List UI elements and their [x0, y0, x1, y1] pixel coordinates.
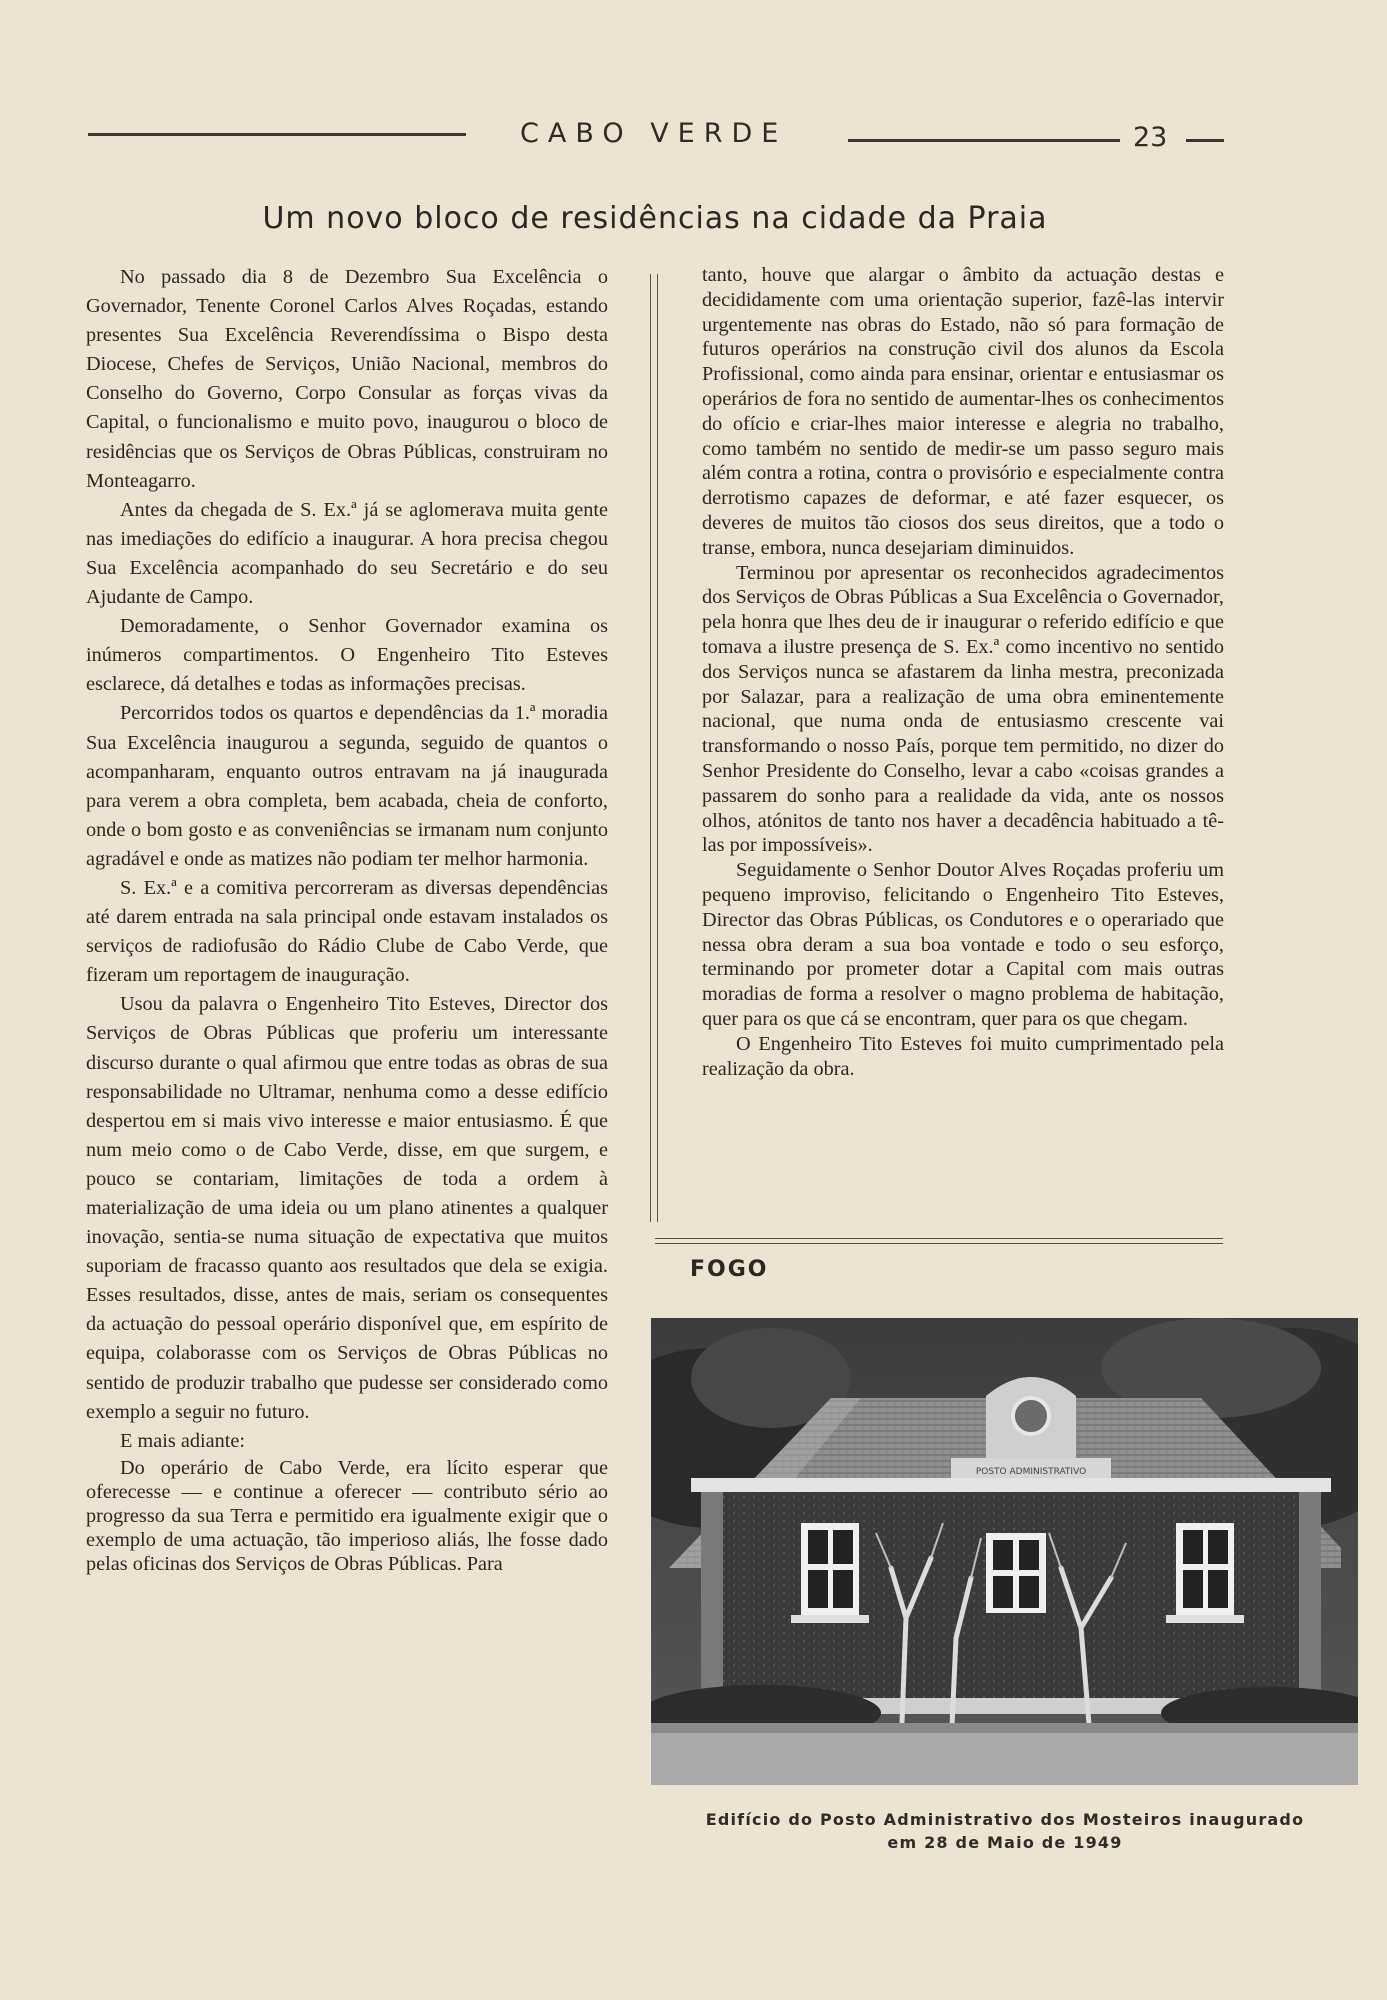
paragraph: E mais adiante: [120, 1429, 246, 1452]
paragraph: Antes da chegada de S. Ex.ª já se aglomerava muita gente nas imediações do edifício a inaugurar. A hora precisa chegou Sua Excelência acompanhado do seu Secretário e do seu Ajudante de Campo. [86, 498, 608, 609]
photo-caption [655, 1808, 1355, 1854]
paragraph: Demoradamente, o Senhor Governador examina os inúmeros compartimentos. O Engenheiro Tito Esteves esclarece, dá detalhes e todas as informações precisas. [86, 615, 608, 696]
header-rule-left [88, 133, 466, 136]
article-title: Um novo bloco de residências na cidade da Praia [262, 201, 1048, 236]
paragraph: tanto, houve que alargar o âmbito da actuação destas e decididamente com uma orientação superior, fazê-las intervir urgentemente nas obras do Estado, não só para formação de futuros operários na construção civil dos alunos da Escola Profissional, como ainda para ensinar, orientar e entusiasmar os operários de fora no sentido de aumentar-lhes os conhecimentos do ofício e criar-lhes maior interesse e alegria no trabalho, como também no sentido de medir-se um passo seguro mais além contra a rotina, contra o provisório e especialmente contra derrotismo capazes de deformar, e até fazer esquecer, os deveres de muitos tão ciosos dos seus direitos, que a todo o transe, embora, nunca desejariam diminuidos. [702, 264, 1224, 559]
paragraph: Seguidamente o Senhor Doutor Alves Roçadas proferiu um pequeno improviso, felicitando o Engenheiro Tito Esteves, Director das Obras Públicas, os Condutores e o operariado que nessa obra deram a sua boa vontade e todo o seu esforço, terminando por prometer dotar a Capital com mais outras moradias de forma a resolver o magno problema de habitação, quer para os que cá se encontram, quer para os que chegam. [702, 859, 1224, 1030]
section-heading: FOGO [690, 1257, 769, 1282]
paragraph: No passado dia 8 de Dezembro Sua Excelência o Governador, Tenente Coronel Carlos Alves Roçadas, estando presentes Sua Excelência Reverendíssima o Bispo desta Diocese, Chefes de Serviços, União Nacional, membros do Conselho do Governo, Corpo Consular as forças vivas da Capital, o funcionalismo e muito povo, inaugurou o bloco de residências que os Serviços de Obras Públicas, construiram no Monteagarro. [86, 266, 608, 492]
paragraph: Percorridos todos os quartos e dependências da 1.ª moradia Sua Excelência inaugurou a segunda, seguido de quantos o acompanharam, enquanto outros entravam na já inaugurada para verem a obra completa, bem acabada, cheia de conforto, onde o bom gosto e as conveniências se irmanam num conjunto agradável e onde as matizes não podiam ter melhor harmonia. [86, 702, 608, 870]
paragraph: Do operário de Cabo Verde, era lícito esperar que oferecesse — e continue a oferecer — contributo sério ao progresso da sua Terra e permitido era igualmente exigir que o exemplo de uma actuação, tão imperioso aliás, lhe fosse dado pelas oficinas dos Serviços de Obras Públicas. Para [86, 1456, 608, 1575]
article-column-left [86, 263, 608, 1576]
column-divider [650, 274, 658, 1222]
photo-sign-text: POSTO ADMINISTRATIVO [975, 1467, 1087, 1477]
section-divider [655, 1238, 1223, 1244]
paragraph: Terminou por apresentar os reconhecidos agradecimentos dos Serviços de Obras Públicas a Sua Excelência o Governador, pela honra que lhes deu de ir inaugurar o referido edifício e que tomava a ilustre presença de S. Ex.ª como incentivo no sentido dos Serviços nunca se afastarem da linha mestra, preconizada por Salazar, para a realização de uma obra eminentemente nacional, que numa onda de entusiasmo crescente vai transformando o nosso País, porque tem permitido, no dizer do Senhor Presidente do Conselho, levar a cabo «coisas grandes a passarem do sonho para a realidade da vida, ante os nossos olhos, atónitos de tanto nos haver a decadência habituado a tê-las por impossíveis». [702, 561, 1224, 857]
header-rule-right [848, 139, 1120, 142]
article-column-right [702, 263, 1224, 1081]
header-rule-tail [1186, 139, 1224, 142]
running-title: CABO VERDE [520, 118, 788, 149]
paragraph: S. Ex.ª e a comitiva percorreram as diversas dependências até darem entrada na sala principal onde estavam instalados os serviços de radiofusão do Rádio Clube de Cabo Verde, que fizeram um reportagem de inauguração. [86, 876, 608, 987]
paragraph: O Engenheiro Tito Esteves foi muito cumprimentado pela realização da obra. [702, 1032, 1224, 1080]
caption-line: Edifício do Posto Administrativo dos Mosteiros inaugurado [705, 1810, 1305, 1829]
building-photo [651, 1318, 1358, 1785]
caption-line: em 28 de Maio de 1949 [887, 1833, 1123, 1852]
paragraph: Usou da palavra o Engenheiro Tito Esteves, Director dos Serviços de Obras Públicas que proferiu um interessante discurso durante o qual afirmou que entre todas as obras de sua responsabilidade no Ultramar, nenhuma como a desse edifício despertou em si mais vivo interesse e maior entusiasmo. É que num meio como o de Cabo Verde, disse, em que surgem, e pouco se contariam, limitações de toda a ordem à materialização de uma ideia ou um plano atinentes a qualquer inovação, sentia-se numa situação de expectativa que muitos suporiam de fracasso quanto aos resultados que dela se exigia. Esses resultados, disse, antes de mais, seriam os consequentes da actuação do pessoal operário disponível que, em espírito de equipa, colaborasse com os Serviços de Obras Públicas no sentido de produzir trabalho que pudesse ser considerado como exemplo a seguir no futuro. [86, 993, 608, 1423]
page-number: 23 [1133, 122, 1168, 153]
